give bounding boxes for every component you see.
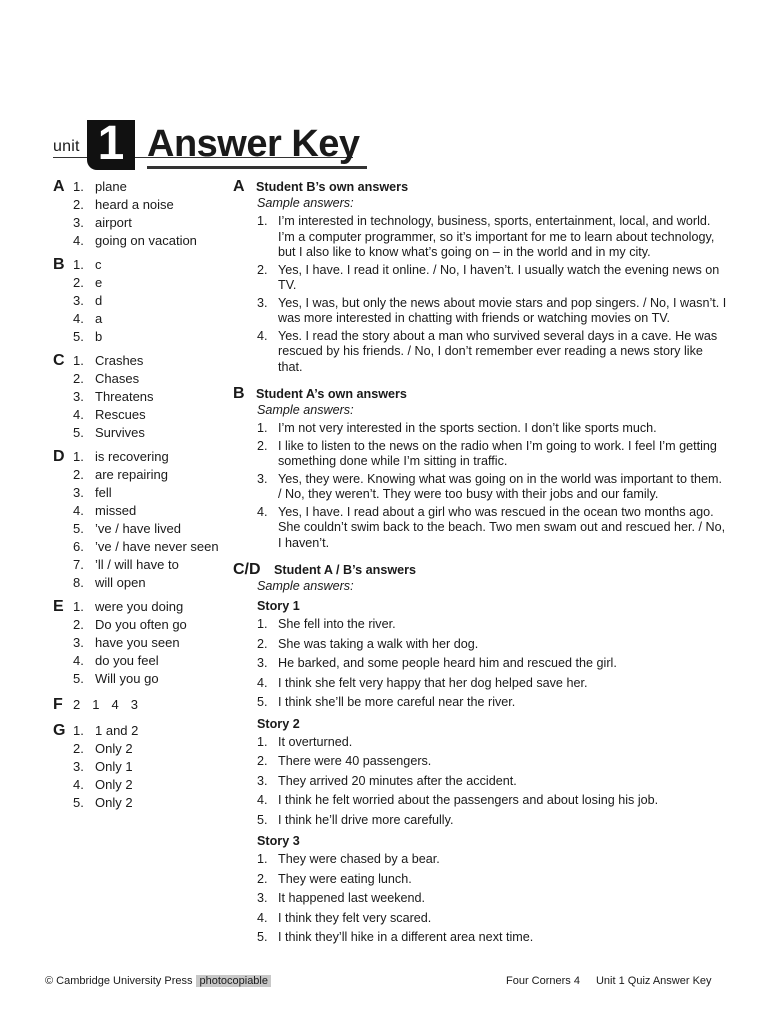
answer: Crashes	[95, 353, 144, 368]
section-e-left: E 1. were you doing 2. Do you often go 3. have you seen 4. do you feel 5. Will you go	[53, 598, 187, 686]
left-column	[53, 178, 233, 818]
page-title: Answer Key	[147, 123, 360, 165]
footer-doc-info	[506, 975, 712, 987]
section-letter: C/D	[233, 561, 261, 578]
unit-label: unit	[53, 138, 80, 155]
section-a-left: A 1. plane 2. heard a noise 3. airport 4. going on vacation	[53, 178, 197, 248]
answer: 4	[111, 697, 119, 712]
story-title: Story 1	[257, 599, 300, 613]
answer: I think he felt worried about the passengers and about losing his job.	[278, 793, 659, 807]
answer: were you doing	[95, 599, 184, 614]
answer: Only 1	[95, 759, 133, 774]
story-title: Story 3	[257, 834, 300, 848]
answer: I think they felt very scared.	[278, 910, 432, 925]
answer: Yes, I have. I read about a girl who was rescued in the ocean two months ago. She couldn’t swim back to the beach. Two men swam out and rescued her. / No, I haven’t.	[278, 504, 726, 550]
section-b-right: B Student A’s own answers Sample answers: 1. I’m not very interested in the sports section. I don’t like sports much. 2. I like to listen to the news on the radio when I’m going to work. I feel I’m getting something done while I’m sitting in traffic. 3. Yes, they were. Knowing what was going on in the world was important to them. / No, they weren’t. They were too busy with their jobs and our family. 4. Yes, I have. I read about a girl who was rescued in the ocean two months ago. She couldn’t swim back to the beach. Two men swam out and rescued her. / No, I haven’t.	[233, 385, 728, 551]
answer: 1	[92, 697, 100, 712]
answer: I like to listen to the news on the radio when I’m going to work. I feel I’m getting something done while I’m sitting in traffic.	[278, 438, 717, 468]
answer: ’ve / have lived	[95, 521, 181, 536]
section-letter: F	[53, 696, 63, 713]
answer: going on vacation	[95, 233, 197, 248]
section-b-left: B 1. c 2. e 3. d 4. a 5. b	[53, 256, 103, 344]
answer: She was taking a walk with her dog.	[278, 636, 479, 651]
sample-label: Sample answers:	[257, 579, 354, 593]
section-c-left: C 1. Crashes 2. Chases 3. Threatens 4. Rescues 5. Survives	[53, 352, 154, 440]
sample-label: Sample answers:	[257, 196, 354, 210]
answer: Only 2	[95, 795, 133, 810]
copyright-text: © Cambridge University Press	[45, 975, 193, 987]
unit-number: 1	[97, 117, 125, 170]
answer: e	[95, 275, 103, 290]
answer: ’ve / have never seen	[95, 539, 219, 554]
answer: Rescues	[95, 407, 146, 422]
answer: She fell into the river.	[278, 617, 396, 631]
section-title: Student B’s own answers	[256, 180, 409, 194]
answer: heard a noise	[95, 197, 174, 212]
sample-label: Sample answers:	[257, 403, 354, 417]
answer: do you feel	[95, 653, 159, 668]
answer: Threatens	[95, 389, 154, 404]
answer: 1 and 2	[95, 723, 139, 738]
section-title: Student A / B’s answers	[274, 563, 417, 577]
answer: b	[95, 329, 103, 344]
answer: Yes, I have. I read it online. / No, I haven’t. I usually watch the evening news on TV.	[278, 262, 720, 292]
answer: airport	[95, 215, 132, 230]
answer: He barked, and some people heard him and rescued the girl.	[278, 656, 617, 670]
section-letter: A	[53, 178, 65, 195]
answer: It happened last weekend.	[278, 891, 426, 905]
answer: I think she’ll be more careful near the river.	[278, 695, 516, 709]
unit-number-badge	[87, 117, 135, 170]
answer: Yes, I was, but only the news about movie stars and pop singers. / No, I wasn’t. I was more interested in chatting with friends or watching movies on TV.	[278, 295, 727, 325]
answer: Yes. I read the story about a man who survived several days in a cave. He was rescued by his friends. / No, I don’t remember ever reading a news story like that.	[278, 328, 718, 374]
answer: They were eating lunch.	[278, 871, 412, 886]
answer: Only 2	[95, 777, 133, 792]
answer: a	[95, 311, 103, 326]
answer: Survives	[95, 425, 145, 440]
answer: Yes, they were. Knowing what was going on in the world was important to them. / No, they weren’t. They were too busy with their jobs and our family.	[278, 471, 723, 501]
answer: are repairing	[95, 467, 168, 482]
answer: c	[95, 257, 102, 272]
section-letter: B	[53, 256, 65, 273]
answer: ’ll / will have to	[95, 557, 179, 572]
section-d-left: D 1. is recovering 2. are repairing 3. fell 4. missed 5. ’ve / have lived 6. ’ve / have never seen 7. ’ll / will have to 8. will open	[53, 448, 219, 590]
section-letter: G	[53, 722, 66, 739]
section-letter: A	[233, 178, 245, 195]
document-title: Unit 1 Quiz Answer Key	[595, 975, 712, 987]
answer: missed	[95, 503, 137, 518]
book-title: Four Corners 4	[506, 975, 580, 987]
title-underline	[147, 166, 367, 169]
answer: I think they’ll hike in a different area next time.	[278, 930, 534, 944]
story-title: Story 2	[257, 716, 300, 731]
section-letter: B	[233, 385, 245, 402]
section-title: Student A’s own answers	[256, 387, 407, 401]
section-letter: C	[53, 352, 65, 369]
answer: It overturned.	[278, 734, 353, 749]
answer: is recovering	[95, 449, 169, 464]
footer-copyright	[45, 975, 271, 987]
answer: 2	[73, 697, 81, 712]
answer: plane	[95, 179, 127, 194]
section-cd-right: C/D Student A / B’s answers Sample answers: Story 1 1. She fell into the river. 2. She was taking a walk with her dog. 3. He barked, and some people heard him and rescued the girl. 4. I think she felt very happy that her dog helped save her. 5. I think she’ll be more careful near the river. Story 2 1. It overturned. 2. There were 40 passengers. 3. They arrived 20 minutes after the accident. 4. I think he felt worried about the passengers and about losing his job. 5. I think he’ll drive more carefully. Story 3 1. They were chased by a bear. 2. They were eating lunch. 3. It happened last weekend. 4. I think they felt very scared. 5. I think they’ll hike in a different area next time.	[233, 561, 728, 948]
answer: There were 40 passengers.	[278, 754, 432, 768]
answer: I think she felt very happy that her dog helped save her.	[278, 675, 588, 690]
section-a-right: A Student B’s own answers Sample answers: 1. I’m interested in technology, business, sports, entertainment, local, and world. I’m a computer programmer, so it’s important for me to learn about technology, but I also like to know what’s going on – in the world and in my city. 2. Yes, I have. I read it online. / No, I haven’t. I usually watch the evening news on TV. 3. Yes, I was, but only the news about movie stars and pop singers. / No, I wasn’t. I was more interested in chatting with friends or watching movies on TV. 4. Yes. I read the story about a man who survived several days in a cave. He was rescued by his friends. / No, I don’t remember ever reading a news story like that.	[233, 178, 727, 374]
photocopiable-badge: photocopiable	[196, 975, 271, 987]
answer: I think he’ll drive more carefully.	[278, 812, 454, 827]
answer: d	[95, 293, 103, 308]
section-f-left	[53, 694, 233, 716]
section-g-left: G 1. 1 and 2 2. Only 2 3. Only 1 4. Only 2 5. Only 2	[53, 722, 139, 810]
answer: Only 2	[95, 741, 133, 756]
answer: have you seen	[95, 635, 180, 650]
answer: They were chased by a bear.	[278, 852, 440, 866]
section-letter: D	[53, 448, 65, 465]
right-column	[233, 178, 728, 948]
answer: They arrived 20 minutes after the accident.	[278, 773, 517, 788]
section-letter: E	[53, 598, 64, 615]
answer: Will you go	[95, 671, 159, 686]
answer: Chases	[95, 371, 140, 386]
answer: will open	[95, 575, 146, 590]
answer: Do you often go	[95, 617, 187, 632]
answer: I’m not very interested in the sports section. I don’t like sports much.	[278, 421, 657, 435]
answer: 3	[130, 697, 138, 712]
answer: fell	[95, 485, 112, 500]
answer: I’m interested in technology, business, sports, entertainment, local, and world. I’m a computer programmer, so it’s important for me to learn about technology, but I also like to know what’s going on – in the world and in my city.	[278, 214, 715, 259]
page-header	[53, 118, 373, 174]
